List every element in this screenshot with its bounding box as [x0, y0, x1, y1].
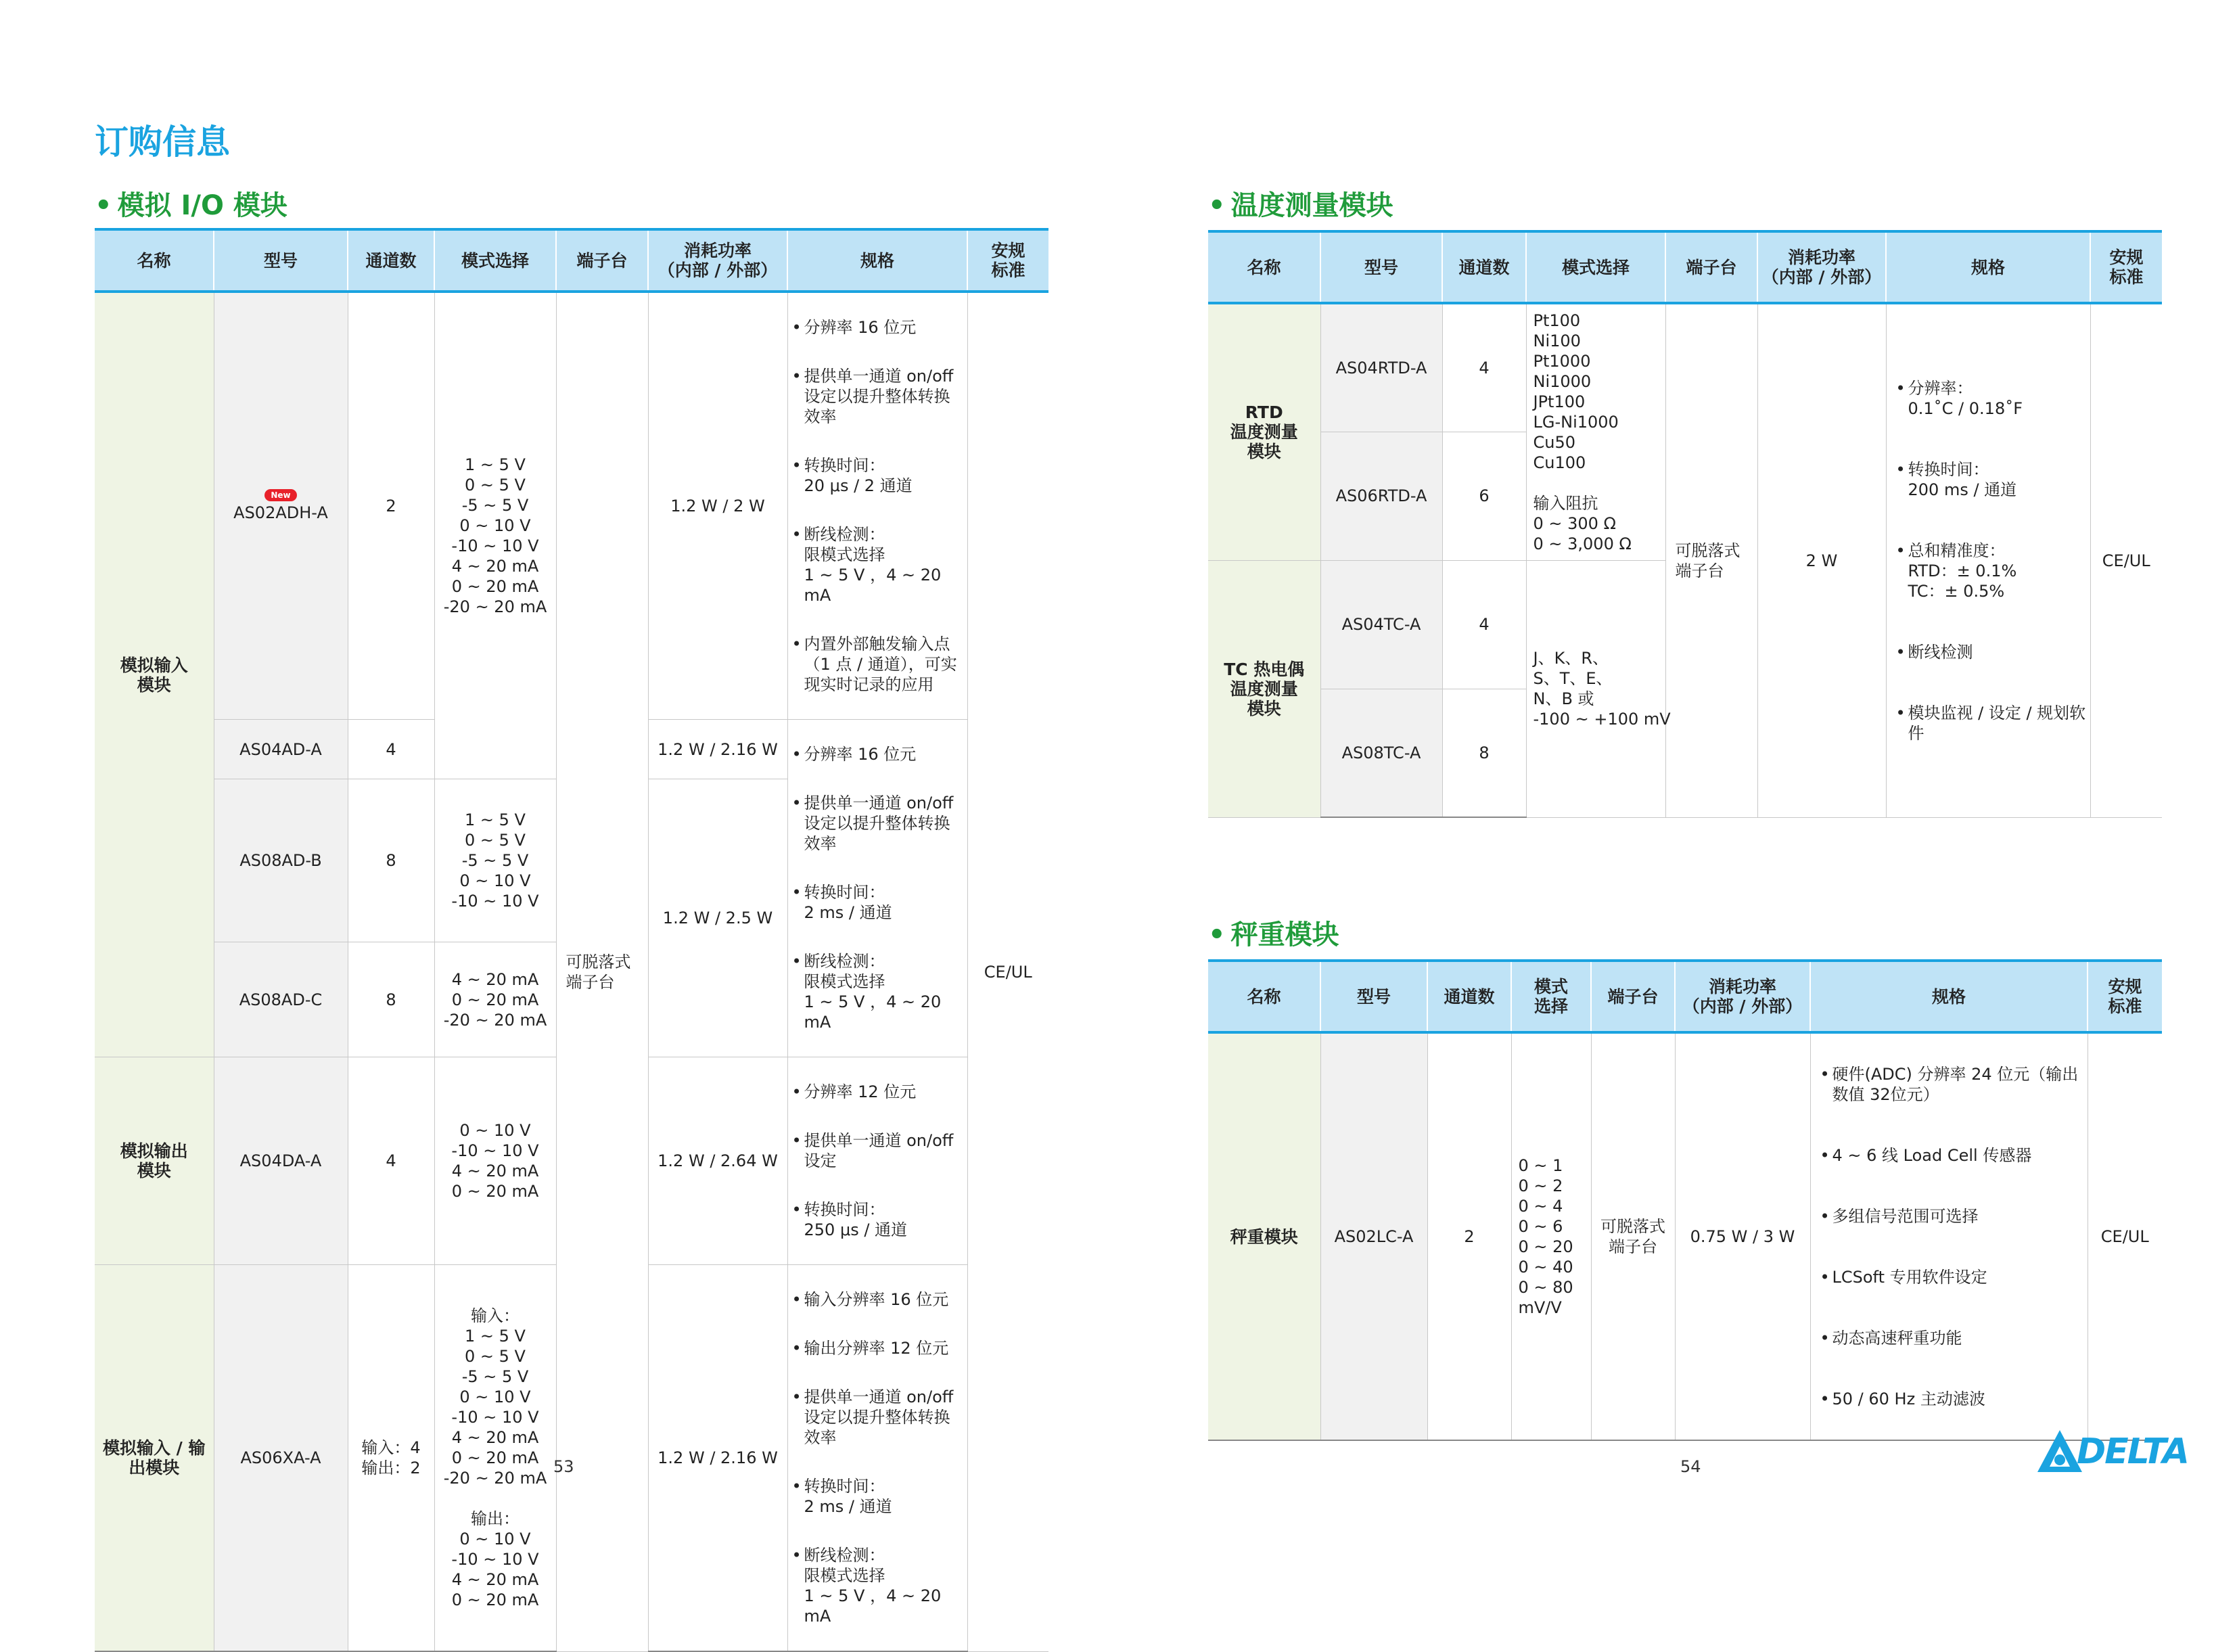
section-title-weigh: • 秤重模块: [1208, 919, 1339, 950]
delta-logo: [2036, 1427, 2198, 1475]
header-spec: 规格: [1810, 961, 2088, 1032]
model-cell: AS08AD-C: [214, 942, 348, 1057]
spec-item: • 提供单一通道 on/off 设定: [792, 1130, 963, 1171]
model-cell: AS08TC-A: [1320, 689, 1442, 817]
spec-item: • 分辨率 16 位元: [792, 744, 963, 764]
header-channels: 通道数: [348, 229, 434, 292]
channels-cell: 2: [348, 292, 434, 720]
spec-item: • 转换时间： 2 ms / 通道: [792, 1476, 963, 1517]
header-spec: 规格: [1886, 231, 2090, 303]
channels-cell: 8: [348, 779, 434, 942]
spec-item: • 输入分辨率 16 位元: [792, 1289, 963, 1310]
weigh-table: [1208, 959, 2162, 1441]
header-terminal: 端子台: [1591, 961, 1675, 1032]
spec-item: • 转换时间： 250 μs / 通道: [792, 1199, 963, 1240]
header-channels: 通道数: [1427, 961, 1511, 1032]
spec-item: • 动态高速秤重功能: [1820, 1328, 2083, 1348]
section-title-text: 温度测量模块: [1230, 190, 1393, 221]
model-cell: AS08AD-B: [214, 779, 348, 942]
model-cell: AS04DA-A: [214, 1057, 348, 1265]
spec-list: [792, 1057, 963, 1264]
analog-io-table: [95, 228, 1048, 1652]
spec-item: • 断线检测： 限模式选择 1 ~ 5 V ，4 ~ 20 mA: [792, 1545, 963, 1626]
mode-cell: 1 ~ 5 V 0 ~ 5 V -5 ~ 5 V 0 ~ 10 V -10 ~ 10 V 4 ~ 20 mA 0 ~ 20 mA -20 ~ 20 mA: [434, 292, 556, 779]
spec-list: [1815, 1034, 2083, 1440]
spec-cell: [787, 720, 967, 1057]
new-badge: New: [264, 489, 297, 501]
spec-item: • 提供单一通道 on/off 设定以提升整体转换效率: [792, 1387, 963, 1448]
spec-list: [792, 1265, 963, 1651]
power-cell: 1.2 W / 2.16 W: [648, 720, 787, 779]
model-cell: AS04AD-A: [214, 720, 348, 779]
model-cell: AS06XA-A: [214, 1265, 348, 1652]
header-mode: 模式选择: [434, 229, 556, 292]
cert-cell: CE/UL: [967, 292, 1048, 1651]
mode-cell: J、K、R、 S、T、E、 N、B 或 -100 ~ +100 mV: [1526, 560, 1665, 817]
spec-cell: [787, 292, 967, 720]
page-number-left: 53: [553, 1457, 574, 1476]
spec-item: • 输出分辨率 12 位元: [792, 1338, 963, 1358]
channels-cell: 4: [1442, 303, 1526, 432]
channels-cell: 4: [348, 1057, 434, 1265]
mode-cell: 1 ~ 5 V 0 ~ 5 V -5 ~ 5 V 0 ~ 10 V -10 ~ 10 V: [434, 779, 556, 942]
channels-cell: 2: [1427, 1032, 1511, 1440]
section-title-text: 模拟 I/O 模块: [117, 190, 287, 221]
cert-cell: CE/UL: [2090, 303, 2162, 817]
spec-item: • LCSoft 专用软件设定: [1820, 1267, 2083, 1287]
header-spec: 规格: [787, 229, 967, 292]
header-name: 名称: [1208, 961, 1320, 1032]
header-cert: 安规 标准: [967, 229, 1048, 292]
spec-item: • 多组信号范围可选择: [1820, 1206, 2083, 1226]
power-cell: 2 W: [1757, 303, 1886, 817]
header-model: 型号: [1320, 231, 1442, 303]
model-cell: AS02LC-A: [1320, 1032, 1427, 1440]
spec-item: • 分辨率 16 位元: [792, 317, 963, 338]
spec-item: • 转换时间： 2 ms / 通道: [792, 882, 963, 923]
mode-cell: Pt100 Ni100 Pt1000 Ni1000 JPt100 LG-Ni1000 Cu50 Cu100 输入阻抗 0 ~ 300 Ω 0 ~ 3,000 Ω: [1526, 303, 1665, 560]
section-title-analog-io: • 模拟 I/O 模块: [95, 190, 287, 221]
header-terminal: 端子台: [1665, 231, 1757, 303]
spec-list: [792, 720, 963, 1057]
spec-cell: [787, 1265, 967, 1652]
spec-item: • 4 ~ 6 线 Load Cell 传感器: [1820, 1145, 2083, 1166]
channels-cell: 8: [1442, 689, 1526, 817]
page-number-right: 54: [1680, 1457, 1701, 1476]
channels-cell: 6: [1442, 432, 1526, 560]
channels-cell: 8: [348, 942, 434, 1057]
channels-cell: 4: [348, 720, 434, 779]
group-name-tc: TC 热电偶 温度测量 模块: [1208, 560, 1320, 817]
spec-list: [1891, 348, 2086, 774]
model-cell: AS04TC-A: [1320, 560, 1442, 689]
header-model: 型号: [214, 229, 348, 292]
spec-item: • 硬件(ADC) 分辨率 24 位元（输出数值 32位元）: [1820, 1064, 2083, 1105]
spec-item: • 断线检测： 限模式选择 1 ~ 5 V ，4 ~ 20 mA: [792, 524, 963, 605]
spec-cell: [787, 1057, 967, 1265]
power-cell: 1.2 W / 2.5 W: [648, 779, 787, 1057]
spec-item: • 转换时间： 200 ms / 通道: [1896, 459, 2086, 500]
header-power: 消耗功率 （内部 / 外部）: [1675, 961, 1810, 1032]
spec-list: [792, 293, 963, 719]
power-cell: 1.2 W / 2 W: [648, 292, 787, 720]
section-title-text: 秤重模块: [1230, 919, 1339, 950]
spec-item: • 50 / 60 Hz 主动滤波: [1820, 1389, 2083, 1409]
terminal-cell: 可脱落式 端子台: [1591, 1032, 1675, 1440]
header-model: 型号: [1320, 961, 1427, 1032]
spec-item: • 提供单一通道 on/off 设定以提升整体转换效率: [792, 366, 963, 427]
header-power: 消耗功率 （内部 / 外部）: [648, 229, 787, 292]
temp-table: [1208, 230, 2162, 818]
header-cert: 安规 标准: [2090, 231, 2162, 303]
header-power: 消耗功率 （内部 / 外部）: [1757, 231, 1886, 303]
header-mode: 模式 选择: [1511, 961, 1591, 1032]
group-name-input: 模拟输入 模块: [95, 292, 214, 1057]
section-title-temp: • 温度测量模块: [1208, 190, 1393, 221]
table-row: [1208, 1032, 2162, 1440]
header-terminal: 端子台: [556, 229, 648, 292]
spec-item: • 分辨率 12 位元: [792, 1082, 963, 1102]
mode-cell: 输入： 1 ~ 5 V 0 ~ 5 V -5 ~ 5 V 0 ~ 10 V -10 ~ 10 V 4 ~ 20 mA 0 ~ 20 mA -20 ~ 20 mA 输出： 0 ~ 10 V -10 ~ 10 V 4 ~ 20 mA 0 ~ 20 mA: [434, 1265, 556, 1652]
model-cell: AS04RTD-A: [1320, 303, 1442, 432]
power-cell: 1.2 W / 2.64 W: [648, 1057, 787, 1265]
power-cell: 1.2 W / 2.16 W: [648, 1265, 787, 1652]
power-cell: 0.75 W / 3 W: [1675, 1032, 1810, 1440]
channels-cell: 4: [1442, 560, 1526, 689]
header-name: 名称: [95, 229, 214, 292]
delta-logo-text: DELTA: [2077, 1431, 2188, 1472]
model-cell: [214, 292, 348, 720]
group-name-rtd: RTD 温度测量 模块: [1208, 303, 1320, 560]
mode-cell: 4 ~ 20 mA 0 ~ 20 mA -20 ~ 20 mA: [434, 942, 556, 1057]
spec-item: • 断线检测: [1896, 642, 2086, 662]
model-text: AS02ADH-A: [233, 503, 328, 522]
terminal-cell: 可脱落式 端子台: [1665, 303, 1757, 817]
spec-item: • 分辨率： 0.1˚C / 0.18˚F: [1896, 378, 2086, 419]
cert-cell: CE/UL: [2088, 1032, 2162, 1440]
header-channels: 通道数: [1442, 231, 1526, 303]
spec-item: • 断线检测： 限模式选择 1 ~ 5 V ，4 ~ 20 mA: [792, 951, 963, 1032]
mode-cell: 0 ~ 1 0 ~ 2 0 ~ 4 0 ~ 6 0 ~ 20 0 ~ 40 0 ~ 80 mV/V: [1511, 1032, 1591, 1440]
header-name: 名称: [1208, 231, 1320, 303]
group-name-output: 模拟输出 模块: [95, 1057, 214, 1265]
header-mode: 模式选择: [1526, 231, 1665, 303]
spec-item: • 内置外部触发输入点（1 点 / 通道），可实现实时记录的应用: [792, 634, 963, 695]
page-title: 订购信息: [95, 122, 230, 162]
spec-item: • 总和精准度： RTD：± 0.1% TC：± 0.5%: [1896, 541, 2086, 601]
group-name-mixed: 模拟输入 / 输 出模块: [95, 1265, 214, 1652]
mode-cell: 0 ~ 10 V -10 ~ 10 V 4 ~ 20 mA 0 ~ 20 mA: [434, 1057, 556, 1265]
spec-item: • 提供单一通道 on/off 设定以提升整体转换效率: [792, 793, 963, 854]
spec-cell: [1886, 303, 2090, 817]
table-row: [1208, 303, 2162, 432]
table-row: [95, 292, 1048, 720]
group-name-weigh: 秤重模块: [1208, 1032, 1320, 1440]
spec-item: • 转换时间： 20 μs / 2 通道: [792, 455, 963, 496]
header-cert: 安规 标准: [2088, 961, 2162, 1032]
spec-cell: [1810, 1032, 2088, 1440]
channels-cell: 输入：4 输出：2: [348, 1265, 434, 1652]
spec-item: • 模块监视 / 设定 / 规划软件: [1896, 703, 2086, 743]
terminal-cell: 可脱落式 端子台: [556, 292, 648, 1651]
model-cell: AS06RTD-A: [1320, 432, 1442, 560]
